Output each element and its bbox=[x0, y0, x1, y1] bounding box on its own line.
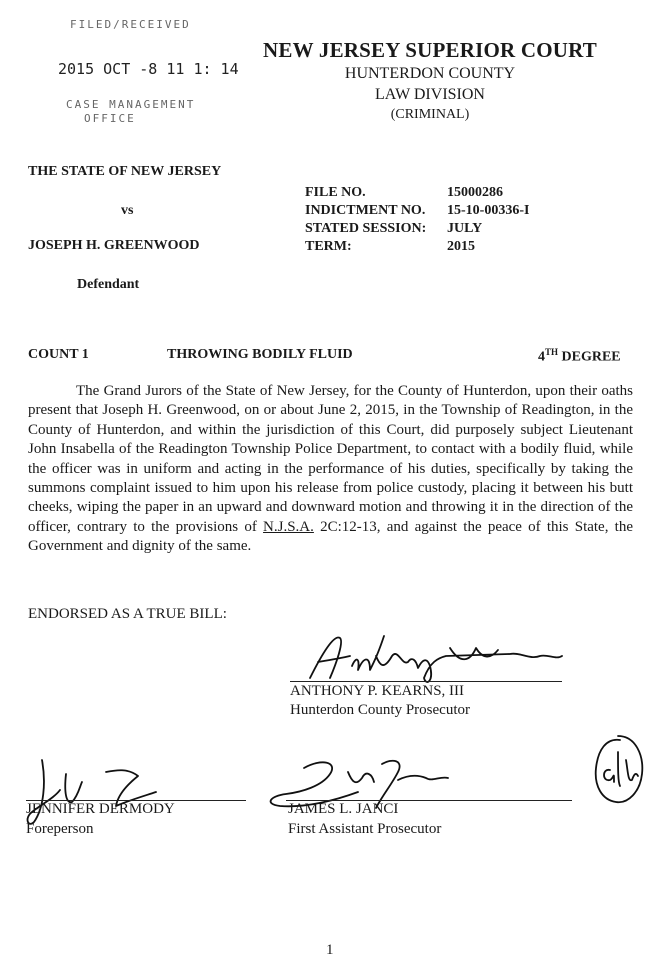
degree-superscript: TH bbox=[545, 347, 559, 357]
initials-text bbox=[590, 740, 650, 800]
degree-word: DEGREE bbox=[561, 349, 621, 365]
caption-plaintiff: THE STATE OF NEW JERSEY bbox=[28, 164, 222, 179]
filing-stamp-line4: OFFICE bbox=[84, 112, 136, 125]
count-paragraph bbox=[28, 382, 633, 557]
term-label: TERM: bbox=[305, 239, 352, 254]
court-county: HUNTERDON COUNTY bbox=[344, 65, 516, 82]
paragraph-text-after: 2C:12-13, and against the peace of this State, the Government and dignity of the same. bbox=[28, 518, 633, 555]
foreperson-title: Foreperson bbox=[26, 821, 94, 837]
indictment-no-value: 15-10-00336-I bbox=[447, 203, 530, 218]
caption-defendant-label: Defendant bbox=[77, 277, 140, 292]
filing-stamp-line1: FILED/RECEIVED bbox=[70, 18, 191, 31]
statute-reference: N.J.S.A. bbox=[263, 518, 314, 535]
count-offense: THROWING BODILY FLUID bbox=[167, 347, 353, 362]
stated-session-label: STATED SESSION: bbox=[305, 221, 427, 236]
caption-vs: vs bbox=[121, 203, 134, 218]
prosecutor-name: ANTHONY P. KEARNS, III bbox=[290, 683, 465, 699]
assistant-prosecutor-title: First Assistant Prosecutor bbox=[288, 821, 442, 837]
caption-defendant-name: JOSEPH H. GREENWOOD bbox=[28, 238, 200, 253]
prosecutor-signature-line bbox=[290, 681, 562, 682]
degree-number: 4 bbox=[538, 349, 545, 365]
filing-stamp-date: 2015 OCT -8 11 1: 14 bbox=[58, 60, 239, 78]
term-value: 2015 bbox=[447, 239, 475, 254]
paragraph-text-before: The Grand Jurors of the State of New Jersey, for the County of Hunterdon, upon their oaths present that Joseph H. Greenwood, on or about June 2, 2015, in the Township of Readington, in the County of Hunterdon, and within the jurisdiction of this Court, did purposely subject Lieutenant John Insabella of the Readington Township Police Department, to contact with a bodily fluid, while the officer was in uniform and acting in the performance of his duties, specifically by taking the summons complaint issued to him upon his release from police custody, placing it between his butt cheeks, wiping the paper in an upward and downward motion and throwing it in the direction of the officer, contrary to the provisions of bbox=[28, 383, 633, 535]
court-type: (CRIMINAL) bbox=[390, 107, 470, 122]
foreperson-signature bbox=[20, 752, 170, 832]
assistant-prosecutor-name: JAMES L. JANCI bbox=[288, 801, 399, 817]
prosecutor-signature bbox=[300, 626, 570, 686]
file-no-value: 15000286 bbox=[447, 185, 503, 200]
count-degree bbox=[538, 347, 621, 366]
filing-stamp-line3: CASE MANAGEMENT bbox=[66, 98, 196, 111]
court-title: NEW JERSEY SUPERIOR COURT bbox=[263, 38, 597, 62]
endorsed-true-bill: ENDORSED AS A TRUE BILL: bbox=[28, 606, 227, 622]
page-number: 1 bbox=[326, 942, 334, 958]
file-no-label: FILE NO. bbox=[305, 185, 366, 200]
prosecutor-title: Hunterdon County Prosecutor bbox=[290, 702, 470, 718]
count-number: COUNT 1 bbox=[28, 347, 89, 362]
indictment-no-label: INDICTMENT NO. bbox=[305, 203, 426, 218]
stated-session-value: JULY bbox=[447, 221, 483, 236]
foreperson-name: JENNIFER DERMODY bbox=[26, 801, 175, 817]
court-division: LAW DIVISION bbox=[375, 86, 485, 103]
